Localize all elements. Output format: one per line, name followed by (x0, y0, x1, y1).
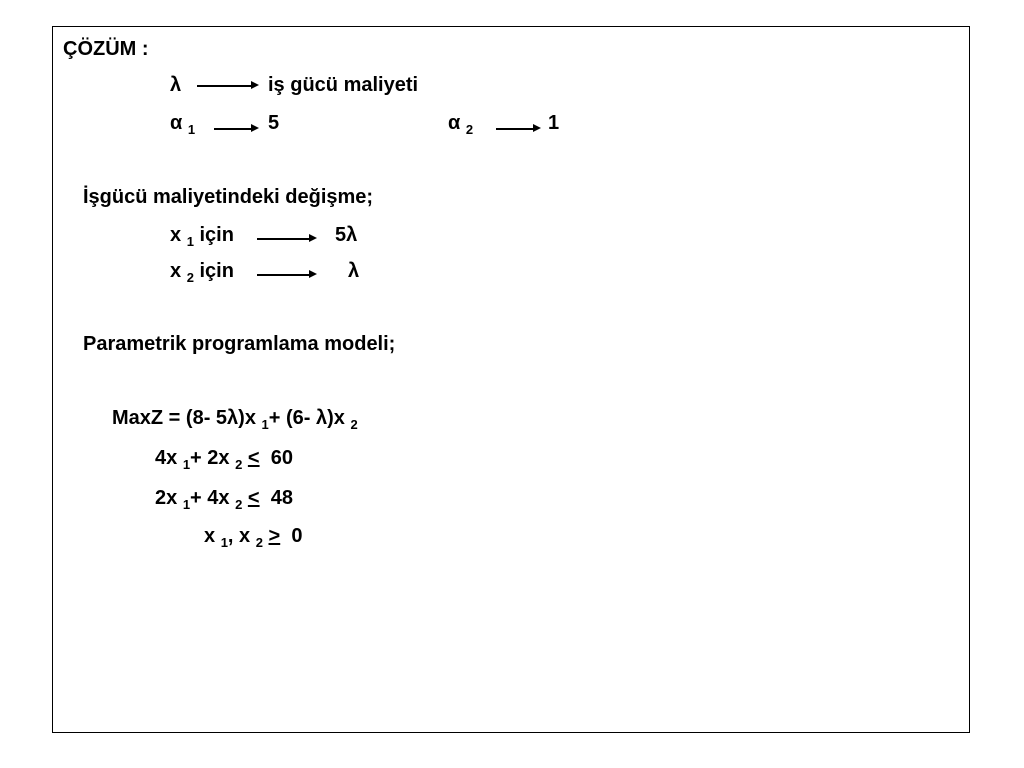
alpha1-value: 5 (268, 112, 280, 134)
slide-frame (52, 26, 970, 733)
x1-label: x $_1$ için (170, 224, 234, 249)
labor-cost-heading: İşgücü maliyetindeki değişme; (83, 186, 374, 208)
lambda-meaning: iş gücü maliyeti (268, 74, 419, 96)
x2-value: λ (348, 260, 360, 282)
lambda-symbol: λ (170, 74, 182, 96)
arrow-icon (257, 274, 317, 276)
model-heading: Parametrik programlama modeli; (83, 333, 396, 355)
alpha1-label: α $_1$ (170, 112, 196, 137)
alpha2-label: α $_2$ (448, 112, 474, 137)
alpha2-value: 1 (548, 112, 560, 134)
arrow-icon (257, 238, 317, 240)
constraint-1: 4x $_1$+ 2x $_2$ < 60 (155, 447, 293, 472)
x1-value: 5λ (335, 224, 358, 246)
objective-function: MaxZ = (8- 5λ)x $_1$+ (6- λ)x $_2$ (112, 407, 358, 432)
constraint-2: 2x $_1$+ 4x $_2$ < 48 (155, 487, 293, 512)
arrow-icon (496, 128, 541, 130)
x2-label: x $_2$ için (170, 260, 234, 285)
nonnegativity-constraint: x $_1$, x $_2$ > 0 (204, 525, 303, 550)
arrow-icon (197, 85, 259, 87)
arrow-icon (214, 128, 259, 130)
solution-title: ÇÖZÜM : (63, 38, 149, 60)
